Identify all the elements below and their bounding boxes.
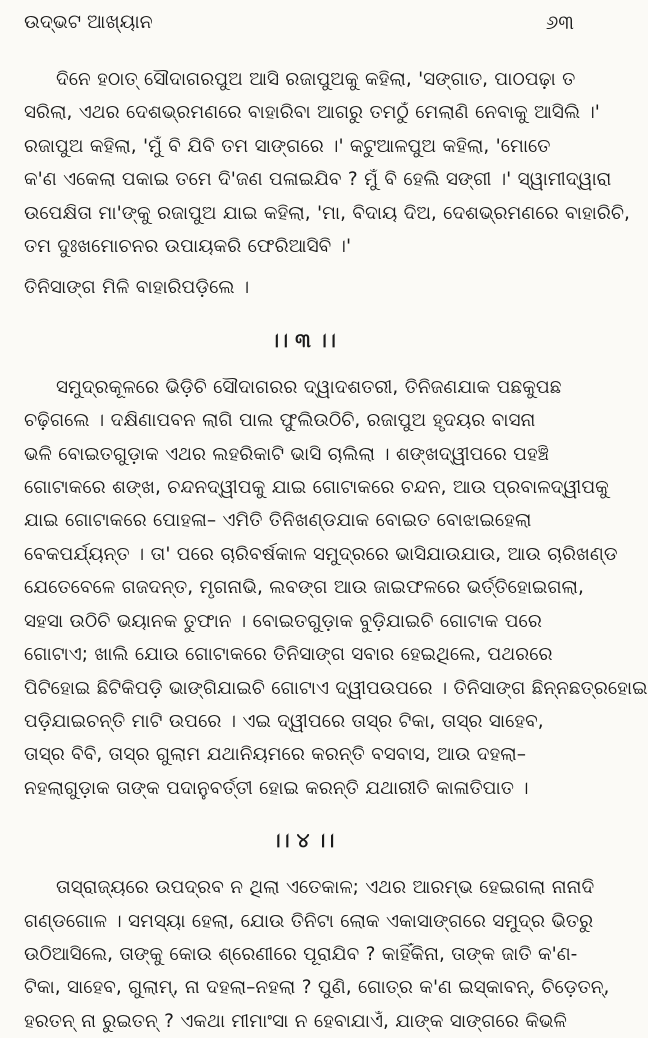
text-line: ବେକପର୍ଯ୍ୟନ୍ତ । ତା' ପରେ ଚାରିବର୍ଷକାଳ ସମୁଦ୍ରରେ ଭାସିଯାଉଯାଉ, ଆଉ ଚାରିଖଣ୍ଡ xyxy=(24,543,618,565)
text-line: ତମ ଦୁଃଖମୋଚନର ଉପାୟକରି ଫେରିଆସିବି ।' xyxy=(24,236,352,258)
page-body xyxy=(24,63,648,1038)
text-line: ଗୋଟାଏ; ଖାଲି ଯୋଉ ଗୋଟାକରେ ତିନିସାଙ୍ଗ ସବାର ହେଇଥିଲେ, ପଥରରେ xyxy=(24,644,553,666)
text-line: ସହସା ଉଠିଚି ଭୟାନକ ତୁଫାନ । ବୋଇତଗୁଡ଼ାକ ବୁଡ଼ିଯାଇଚି ଗୋଟାକ ପରେ xyxy=(24,610,542,632)
text-line: ଉପେକ୍ଷିତା ମା'ଙ୍କୁ ରଜାପୁଅ ଯାଇ କହିଲା, 'ମା, ବିଦାୟ ଦିଅ, ଦେଶଭ୍ରମଣରେ ବାହାରିଚି, xyxy=(24,202,630,224)
text-line: କ'ଣ ଏକେଲା ପକାଇ ତମେ ଦି'ଜଣ ପଳାଇଯିବ ? ମୁଁ ବି ହେଲି ସଙ୍ଗୀ ।' ସ୍ୱାମୀଦ୍ୱାରା xyxy=(24,169,612,191)
spacer xyxy=(24,357,582,371)
text-line: ପିଟିହୋଇ ଛିଟିକିପଡ଼ି ଭାଙ୍ଗିଯାଇଚି ଗୋଟାଏ ଦ୍ୱୀପଉପରେ । ତିନିସାଙ୍ଗ ଛିନ୍ନଛତ୍ରହୋଇ xyxy=(24,677,648,699)
text-line: ଚଢ଼ିଗଲେ । ଦକ୍ଷିଣାପବନ ଲାଗି ପାଲ ଫୁଲିଉଠିଚି, ରଜାପୁଅ ହୃଦୟର ବାସନା xyxy=(24,410,536,432)
paragraph-3 xyxy=(24,371,648,805)
spacer xyxy=(24,805,582,823)
text-line: ଭଳି ବୋଇତଗୁଡ଼ାକ ଏଥର ଲହରିକାଟି ଭାସି ଚାଲିଲା । ଶଙ୍ଖଦ୍ୱୀପରେ ପହଞ୍ଚି xyxy=(24,443,549,465)
text-line: ରଜାପୁଅ କହିଲା, 'ମୁଁ ବି ଯିବି ତମ ସାଙ୍ଗରେ ।' କଟୁଆଳପୁଅ କହିଲା, 'ମୋତେ xyxy=(24,135,551,157)
text-line: ଗୋଟାକରେ ଶଙ୍ଖ, ଚନ୍ଦନଦ୍ୱୀପକୁ ଯାଇ ଗୋଟାକରେ ଚନ୍ଦନ, ଆଉ ପ୍ରବାଳଦ୍ୱୀପକୁ xyxy=(24,477,609,499)
text-line: ତିନିସାଙ୍ଗ ମିଳି ବାହାରିପଡ଼ିଲେ । xyxy=(24,277,250,299)
text-line: ତାସ୍‌ରାଜ୍ୟରେ ଉପଦ୍ରବ ନ ଥିଲା ଏତେକାଳ; ଏଥର ଆରମ୍ଭ ହେଇଗଲା ନାନାଦି xyxy=(56,877,595,899)
section-heading-4: ।। ୪ ।। xyxy=(271,828,335,853)
spacer xyxy=(24,305,582,323)
spacer xyxy=(24,857,582,871)
text-line: ହରତନ୍ ନା ରୁଇତନ୍ ? ଏକଥା ମୀମାଂସା ନ ହେବାଯାଏଁ, ଯାଙ୍କ ସାଙ୍ଗରେ କିଭଳି xyxy=(24,1010,567,1032)
text-line: ଯେତେବେଳେ ଗଜଦନ୍ତ, ମୃଗନାଭି, ଲବଙ୍ଗ ଆଉ ଜାଇଫଳରେ ଭର୍ତ୍ତିହୋଇଗଲା, xyxy=(24,577,584,599)
page-header xyxy=(24,8,582,36)
text-line: ଉଠିଆସିଲେ, ତାଙ୍କୁ କୋଉ ଶ୍ରେଣୀରେ ପୂରାଯିବ ? କାହିଁକିନା, ତାଙ୍କ ଜାତି କ'ଣ- xyxy=(24,943,578,965)
spacer xyxy=(24,263,582,271)
page-number: ୬୩ xyxy=(545,10,574,34)
text-line: ସରିଲା, ଏଥର ଦେଶଭ୍ରମଣରେ ବାହାରିବା ଆଗରୁ ତମଠୁଁ ମେଲାଣି ନେବାକୁ ଆସିଲି ।' xyxy=(24,102,600,124)
text-line: ସମୁଦ୍ରକୂଳରେ ଭିଡ଼ିଚି ସୌଦାଗରର ଦ୍ୱାଦଶତରୀ, ତିନିଜଣଯାକ ପଛକୁପଛ xyxy=(56,376,562,398)
paragraph-2 xyxy=(24,271,582,304)
paragraph-4 xyxy=(24,871,610,1038)
text-line: ଦିନେ ହଠାତ୍ ସୌଦାଗରପୁଅ ଆସି ରଜାପୁଅକୁ କହିଲା, 'ସଙ୍ଗାତ, ପାଠପଢ଼ା ତ xyxy=(56,69,576,90)
paragraph-1 xyxy=(24,63,630,263)
text-line: ଟିକା, ସାହେବ, ଗୁଲାମ୍, ନା ଦହଲା–ନହଲା ? ପୁଣି, ଗୋତ୍ର କ'ଣ ଇସ୍କାବନ୍, ଚିଡ଼େତନ୍, xyxy=(24,977,610,999)
text-line: ପଡ଼ିଯାଇଚନ୍ତି ମାଟି ଉପରେ । ଏଇ ଦ୍ୱୀପରେ ତାସ୍‌ର ଟିକା, ତାସ୍‌ର ସାହେବ, xyxy=(24,710,544,732)
running-title: ଉଦ୍‌ଭଟ ଆଖ୍ୟାନ xyxy=(24,11,153,33)
text-line: ତାସ୍‌ର ବିବି, ତାସ୍‌ର ଗୁଲାମ ଯଥାନିୟମରେ କରନ୍ତି ବସବାସ, ଆଉ ଦହଲା– xyxy=(24,744,526,766)
text-line: ନହଲାଗୁଡ଼ାକ ତାଙ୍କ ପଦାନୁବର୍ତ୍ତୀ ହୋଇ କରନ୍ତି ଯଥାରୀତି କାଳାତିପାତ । xyxy=(24,777,529,799)
text-line: ଯାଇ ଗୋଟାକରେ ପୋହଳା– ଏମିତି ତିନିଖଣ୍ଡଯାକ ବୋଇତ ବୋଝାଇହେଲା xyxy=(24,510,532,532)
text-line: ଗଣ୍ଡଗୋଳ । ସମସ୍ୟା ହେଲା, ଯୋଉ ତିନିଟା ଲୋକ ଏକାସାଙ୍ଗରେ ସମୁଦ୍ର ଭିତରୁ xyxy=(24,910,594,932)
section-heading-3: ।। ୩ ।। xyxy=(270,327,336,352)
